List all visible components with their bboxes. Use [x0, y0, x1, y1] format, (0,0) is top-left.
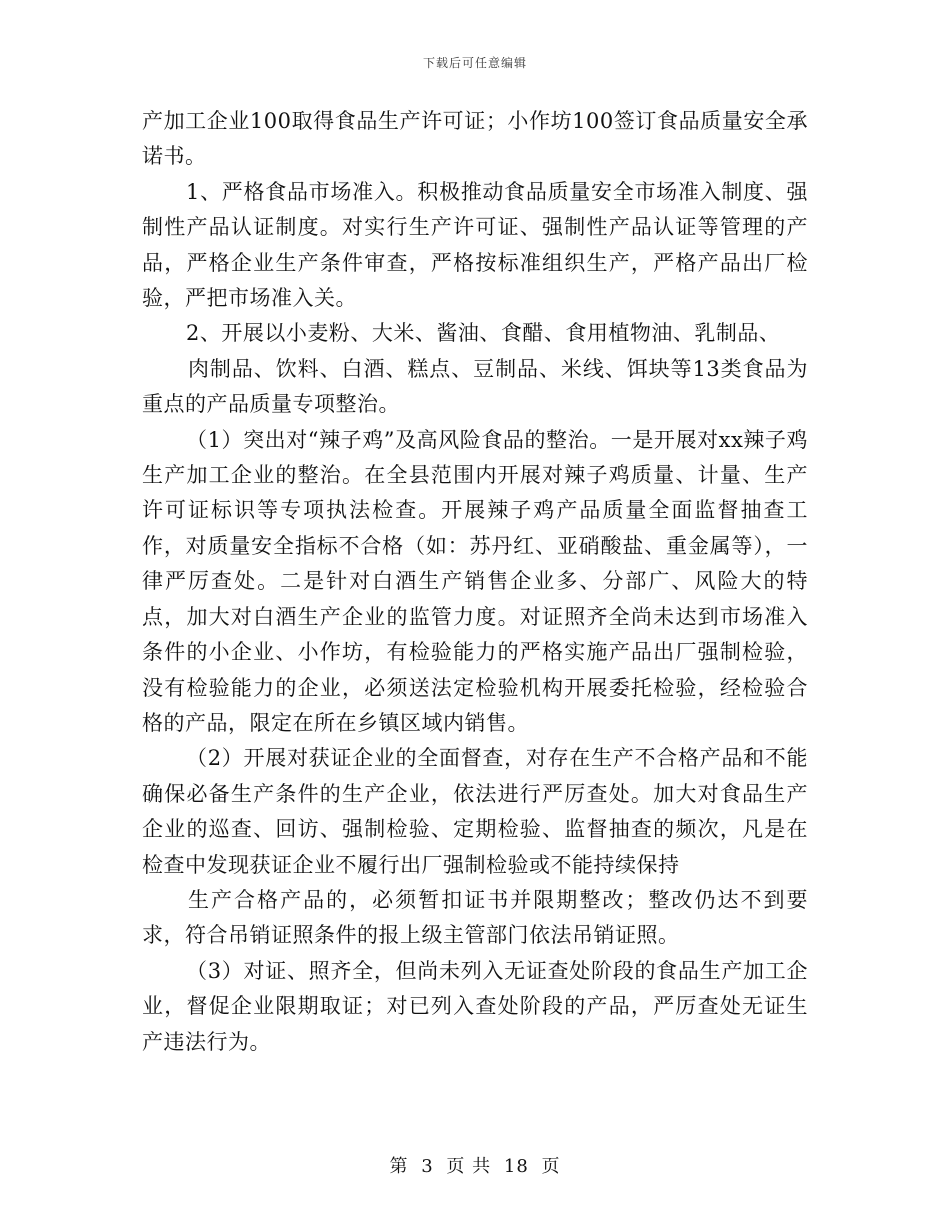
paragraph-2: 1、严格食品市场准入。积极推动食品质量安全市场准入制度、强制性产品认证制度。对实行生产许可证、强制性产品认证等管理的产品，严格企业生产条件审查，严格按标准组织生产，严格产品出厂检验，严把市场准入关。 — [142, 179, 808, 311]
footer-middle: 页 共 — [446, 1156, 492, 1177]
paragraph-1: 产加工企业100取得食品生产许可证；小作坊100签订食品质量安全承诺书。 — [142, 109, 808, 169]
paragraph-7: 生产合格产品的，必须暂扣证书并限期整改；整改仍达不到要求，符合吊销证照条件的报上级主管部门依法吊销证照。 — [142, 887, 808, 948]
page-header: 下载后可任意编辑 — [422, 56, 527, 70]
paragraph-3: 2、开展以小麦粉、大米、酱油、食醋、食用植物油、乳制品、 — [186, 321, 781, 346]
document-body — [142, 104, 808, 1060]
footer-suffix: 页 — [541, 1156, 561, 1177]
page-footer — [0, 1152, 950, 1178]
footer-prefix: 第 — [389, 1156, 409, 1177]
total-pages: 18 — [503, 1156, 529, 1177]
page-number: 3 — [421, 1156, 434, 1177]
paragraph-4: 肉制品、饮料、白酒、糕点、豆制品、米线、饵块等13类食品为重点的产品质量专项整治。 — [142, 356, 808, 417]
paragraph-6: （2）开展对获证企业的全面督查，对存在生产不合格产品和不能确保必备生产条件的生产企业，依法进行严厉查处。加大对食品生产企业的巡查、回访、强制检验、定期检验、监督抽查的频次，凡是在检查中发现获证企业不履行出厂强制检验或不能持续保持 — [142, 746, 808, 877]
paragraph-8: （3）对证、照齐全，但尚未列入无证查处阶段的食品生产加工企业，督促企业限期取证；对已列入查处阶段的产品，严厉查处无证生产违法行为。 — [142, 958, 808, 1054]
paragraph-5: （1）突出对“辣子鸡”及高风险食品的整治。一是开展对xx辣子鸡生产加工企业的整治。在全县范围内开展对辣子鸡质量、计量、生产许可证标识等专项执法检查。开展辣子鸡产品质量全面监督抽查工作，对质量安全指标不合格（如：苏丹红、亚硝酸盐、重金属等），一律严厉查处。二是针对白酒生产销售企业多、分部广、风险大的特点，加大对白酒生产企业的监管力度。对证照齐全尚未达到市场准入条件的小企业、小作坊，有检验能力的严格实施产品出厂强制检验，没有检验能力的企业，必须送法定检验机构开展委托检验，经检验合格的产品，限定在所在乡镇区域内销售。 — [142, 427, 808, 735]
